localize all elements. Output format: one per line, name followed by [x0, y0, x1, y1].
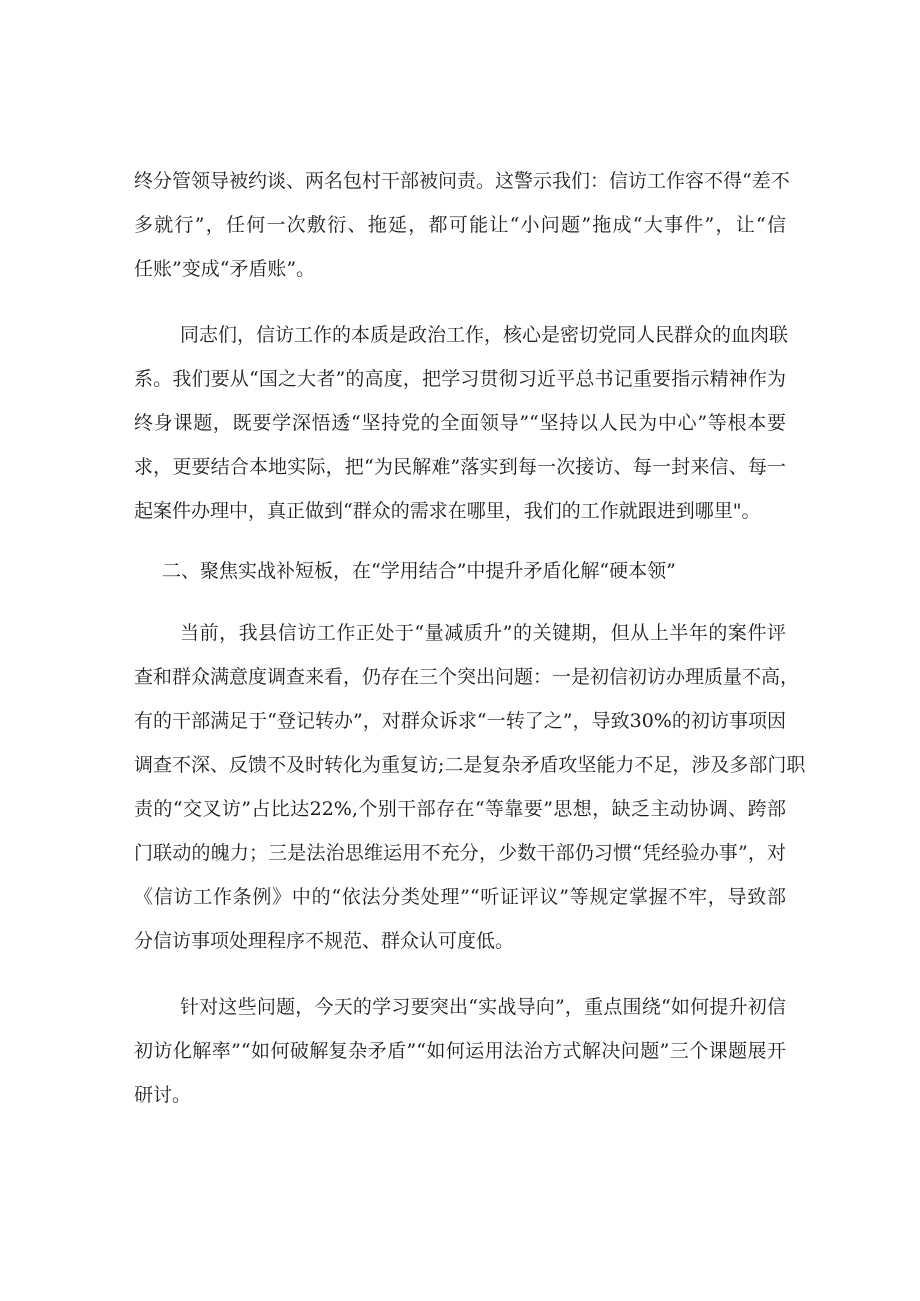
paragraph-line: 同志们，信访工作的本质是政治工作，核心是密切党同人民群众的血肉联 [180, 324, 789, 346]
paragraph-line: 责的“交叉访”占比达22%,个别干部存在“等靠要”思想，缺乏主动协调、跨部 [134, 798, 786, 820]
paragraph-line: 《信访工作条例》中的“依法分类处理”“听证评议”等规定掌握不牢，导致部 [134, 886, 786, 908]
paragraph-line: 查和群众满意度调查来看，仍存在三个突出问题：一是初信初访办理质量不高， [134, 666, 800, 688]
paragraph-line: 任账”变成“矛盾账”。 [134, 258, 316, 280]
paragraph-line: 研讨。 [134, 1084, 192, 1106]
paragraph-line: 针对这些问题，今天的学习要突出“实战导向”，重点围绕“如何提升初信 [180, 996, 786, 1018]
paragraph-line: 多就行”，任何一次敷衍、拖延，都可能让“小问题”拖成“大事件”，让“信 [134, 214, 786, 236]
paragraph-line: 初访化解率”“如何破解复杂矛盾”“如何运用法治方式解决问题”三个课题展开 [134, 1040, 786, 1062]
paragraph-line: 求，更要结合本地实际，把“为民解难”落实到每一次接访、每一封来信、每一 [134, 456, 786, 478]
paragraph-line: 当前，我县信访工作正处于“量减质升”的关键期，但从上半年的案件评 [180, 622, 786, 644]
paragraph-line: 系。我们要从“国之大者”的高度，把学习贯彻习近平总书记重要指示精神作为 [134, 368, 786, 390]
paragraph-line: 起案件办理中，真正做到“群众的需求在哪里，我们的工作就跟进到哪里"。 [134, 500, 761, 522]
paragraph-line: 调查不深、反馈不及时转化为重复访;二是复杂矛盾攻坚能力不足，涉及多部门职 [134, 754, 806, 776]
paragraph-line: 门联动的魄力；三是法治思维运用不充分，少数干部仍习惯“凭经验办事”，对 [134, 842, 786, 864]
section-heading-text: 二、聚焦实战补短板，在“学用结合”中提升矛盾化解“硬本领” [162, 560, 676, 582]
paragraph-line: 分信访事项处理程序不规范、群众认可度低。 [134, 930, 515, 952]
paragraph-line: 终分管领导被约谈、两名包村干部被问责。这警示我们：信访工作容不得“差不 [134, 170, 790, 192]
paragraph-line: 终身课题，既要学深悟透“坚持党的全面领导”“坚持以人民为中心”等根本要 [134, 412, 786, 434]
paragraph-line: 有的干部满足于“登记转办”，对群众诉求“一转了之”，导致30%的初访事项因 [134, 710, 786, 732]
